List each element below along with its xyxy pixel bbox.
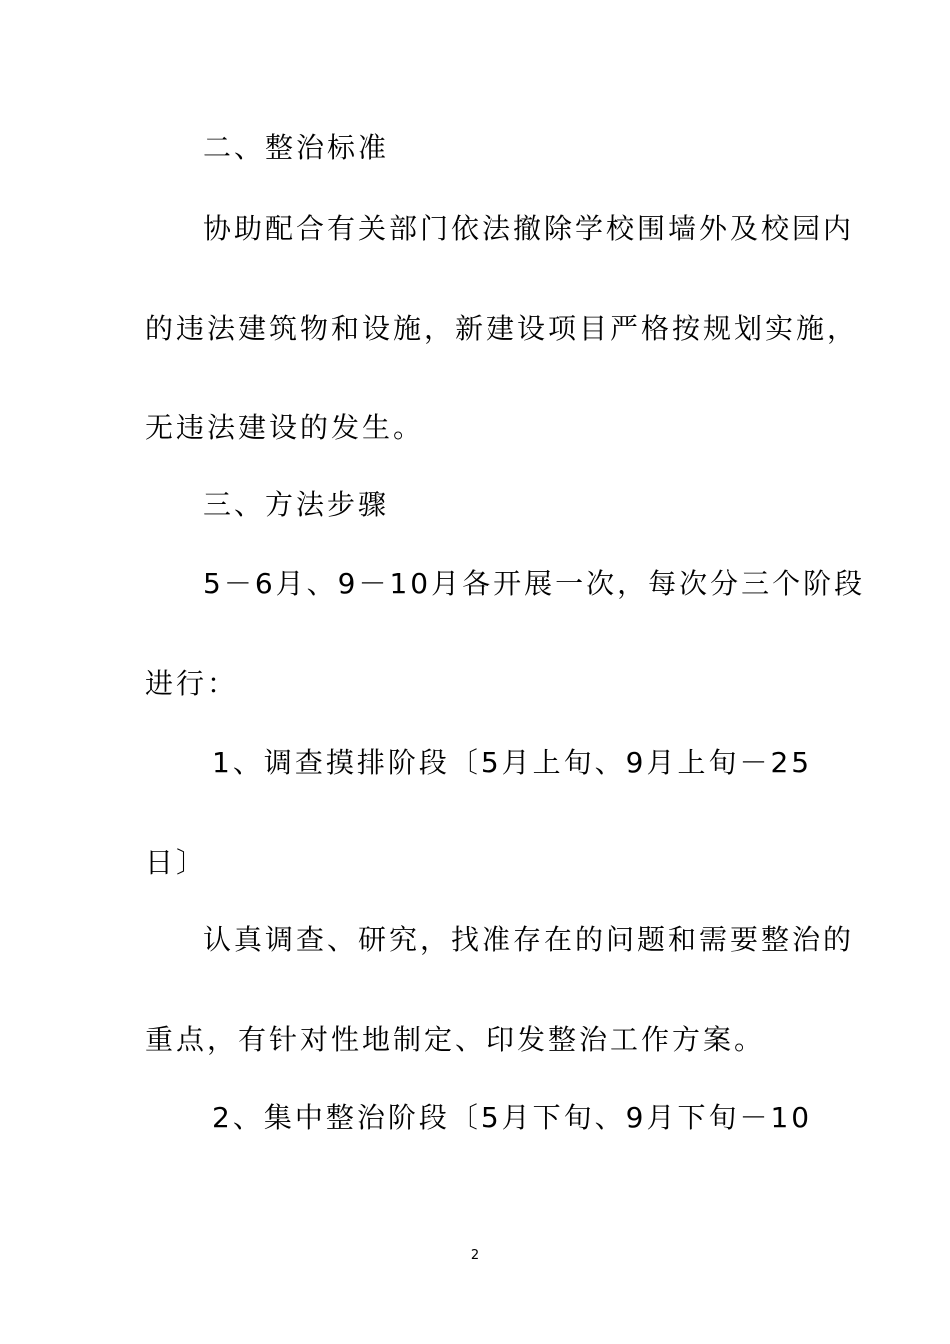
section-heading-standards: 二、整治标准	[203, 131, 390, 164]
step-heading-survey: 1、调查摸排阶段〔5月上旬、9月上旬－25	[212, 746, 813, 779]
step-heading-rectification: 2、集中整治阶段〔5月下旬、9月下旬－10	[212, 1101, 813, 1134]
paragraph-line: 5－6月、9－10月各开展一次，每次分三个阶段	[203, 567, 866, 600]
paragraph-line: 的违法建筑物和设施，新建设项目严格按规划实施，	[145, 312, 859, 345]
paragraph-line: 协助配合有关部门依法撤除学校围墙外及校园内	[203, 212, 855, 245]
page-number: 2	[470, 1248, 480, 1263]
paragraph-line: 认真调查、研究，找准存在的问题和需要整治的	[203, 923, 855, 956]
paragraph-line: 进行：	[145, 667, 239, 700]
section-heading-methods: 三、方法步骤	[203, 488, 390, 521]
paragraph-line: 重点，有针对性地制定、印发整治工作方案。	[145, 1023, 766, 1056]
paragraph-line: 日〕	[145, 846, 208, 879]
paragraph-line: 无违法建设的发生。	[145, 411, 425, 444]
